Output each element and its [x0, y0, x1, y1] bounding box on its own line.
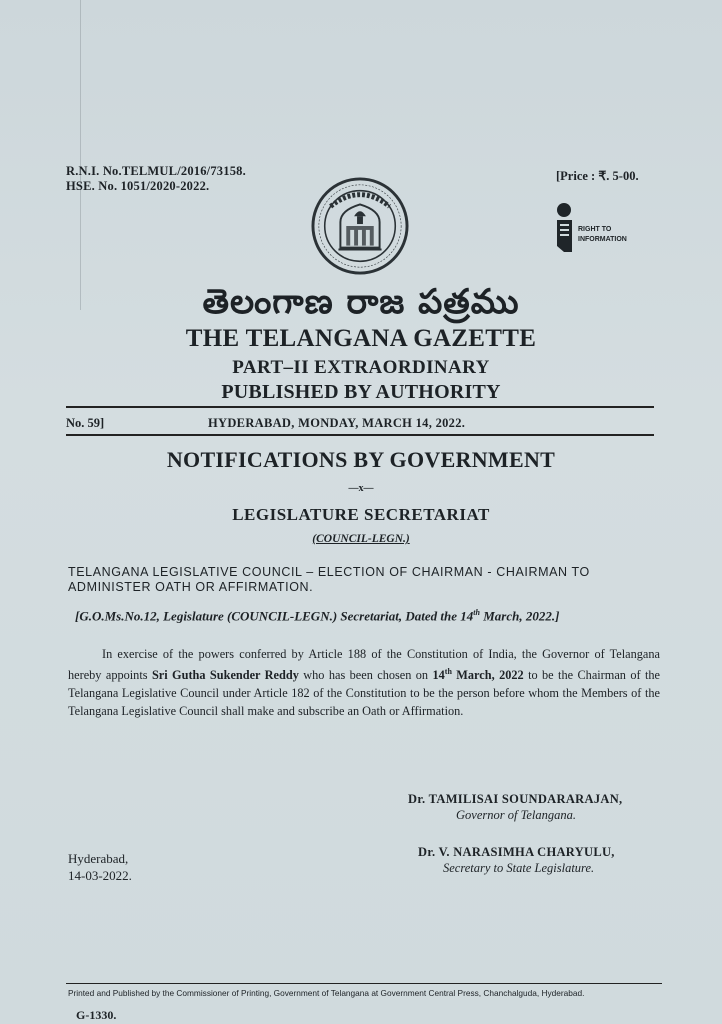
governor-title: Governor of Telangana.: [456, 808, 577, 822]
order-ref-suffix: March, 2022.]: [479, 608, 560, 624]
notification-subject: TELANGANA LEGISLATIVE COUNCIL – ELECTION OF CHAIRMAN - CHAIRMAN TO ADMINISTER OATH OR AFFIRMATION.: [68, 565, 590, 594]
separator: —x—: [348, 483, 374, 494]
body-part2: who has been chosen on: [298, 668, 433, 683]
secretary-title: Secretary to State Legislature.: [443, 861, 595, 875]
notification-body: [68, 645, 660, 720]
published-by-authority: PUBLISHED BY AUTHORITY: [221, 381, 501, 403]
issue-number: No. 59]: [66, 416, 105, 430]
governor-name: Dr. TAMILISAI SOUNDARARAJAN,: [408, 792, 623, 806]
gazette-title: THE TELANGANA GAZETTE: [185, 325, 537, 352]
price-label: [Price : ₹. 5-00.: [556, 169, 639, 183]
body-part1: In exercise of the powers conferred by Article 188 of the Constitution of India, the Governor of Telangana hereby appoints: [68, 647, 660, 683]
appointee-name: Sri Gutha Sukender Reddy: [151, 668, 299, 683]
printer-imprint: Printed and Published by the Commissioner of Printing, Government of Telangana at Government Central Press, Chanchalguda, Hyderabad.: [68, 988, 585, 998]
place-date: [68, 850, 132, 884]
subdepartment-heading: (COUNCIL-LEGN.): [312, 533, 410, 545]
bottom-rule: [66, 434, 654, 436]
hse-number: HSE. No. 1051/2020-2022.: [66, 179, 210, 193]
telugu-title: తెలంగాణ రాజ పత్రము: [202, 282, 520, 322]
gazette-code: G-1330.: [76, 1008, 117, 1022]
body-date: 14th March, 2022: [432, 667, 524, 683]
order-ref-sup: th: [473, 608, 480, 617]
place: Hyderabad,: [68, 851, 129, 866]
top-rule: [66, 406, 654, 408]
telangana-state-emblem-icon: [311, 177, 409, 275]
rti-label-line1: RIGHT TO: [578, 226, 612, 233]
department-heading: LEGISLATURE SECRETARIAT: [232, 505, 490, 524]
order-reference: [75, 608, 559, 624]
body-part3: to be the Chairman of the Telangana Legislative Council under Article 182 of the Constitution to be the person before whom the Members of the Telangana Legislative Council shall make and subscribe an Oath or Affirmation.: [68, 668, 661, 719]
secretary-name: Dr. V. NARASIMHA CHARYULU,: [418, 845, 615, 859]
section-heading: NOTIFICATIONS BY GOVERNMENT: [166, 447, 556, 472]
gazette-part: PART–II EXTRAORDINARY: [232, 357, 490, 378]
footer-rule: [66, 983, 662, 984]
date: 14-03-2022.: [68, 868, 132, 883]
rti-label-line2: INFORMATION: [578, 236, 627, 243]
issue-dateline: HYDERABAD, MONDAY, MARCH 14, 2022.: [208, 416, 466, 430]
scan-fold-line: [80, 0, 81, 310]
order-ref-prefix: [G.O.Ms.No.12, Legislature (COUNCIL-LEGN.) Secretariat, Dated the 14: [75, 608, 474, 624]
rni-number: R.N.I. No.TELMUL/2016/73158.: [66, 164, 246, 178]
